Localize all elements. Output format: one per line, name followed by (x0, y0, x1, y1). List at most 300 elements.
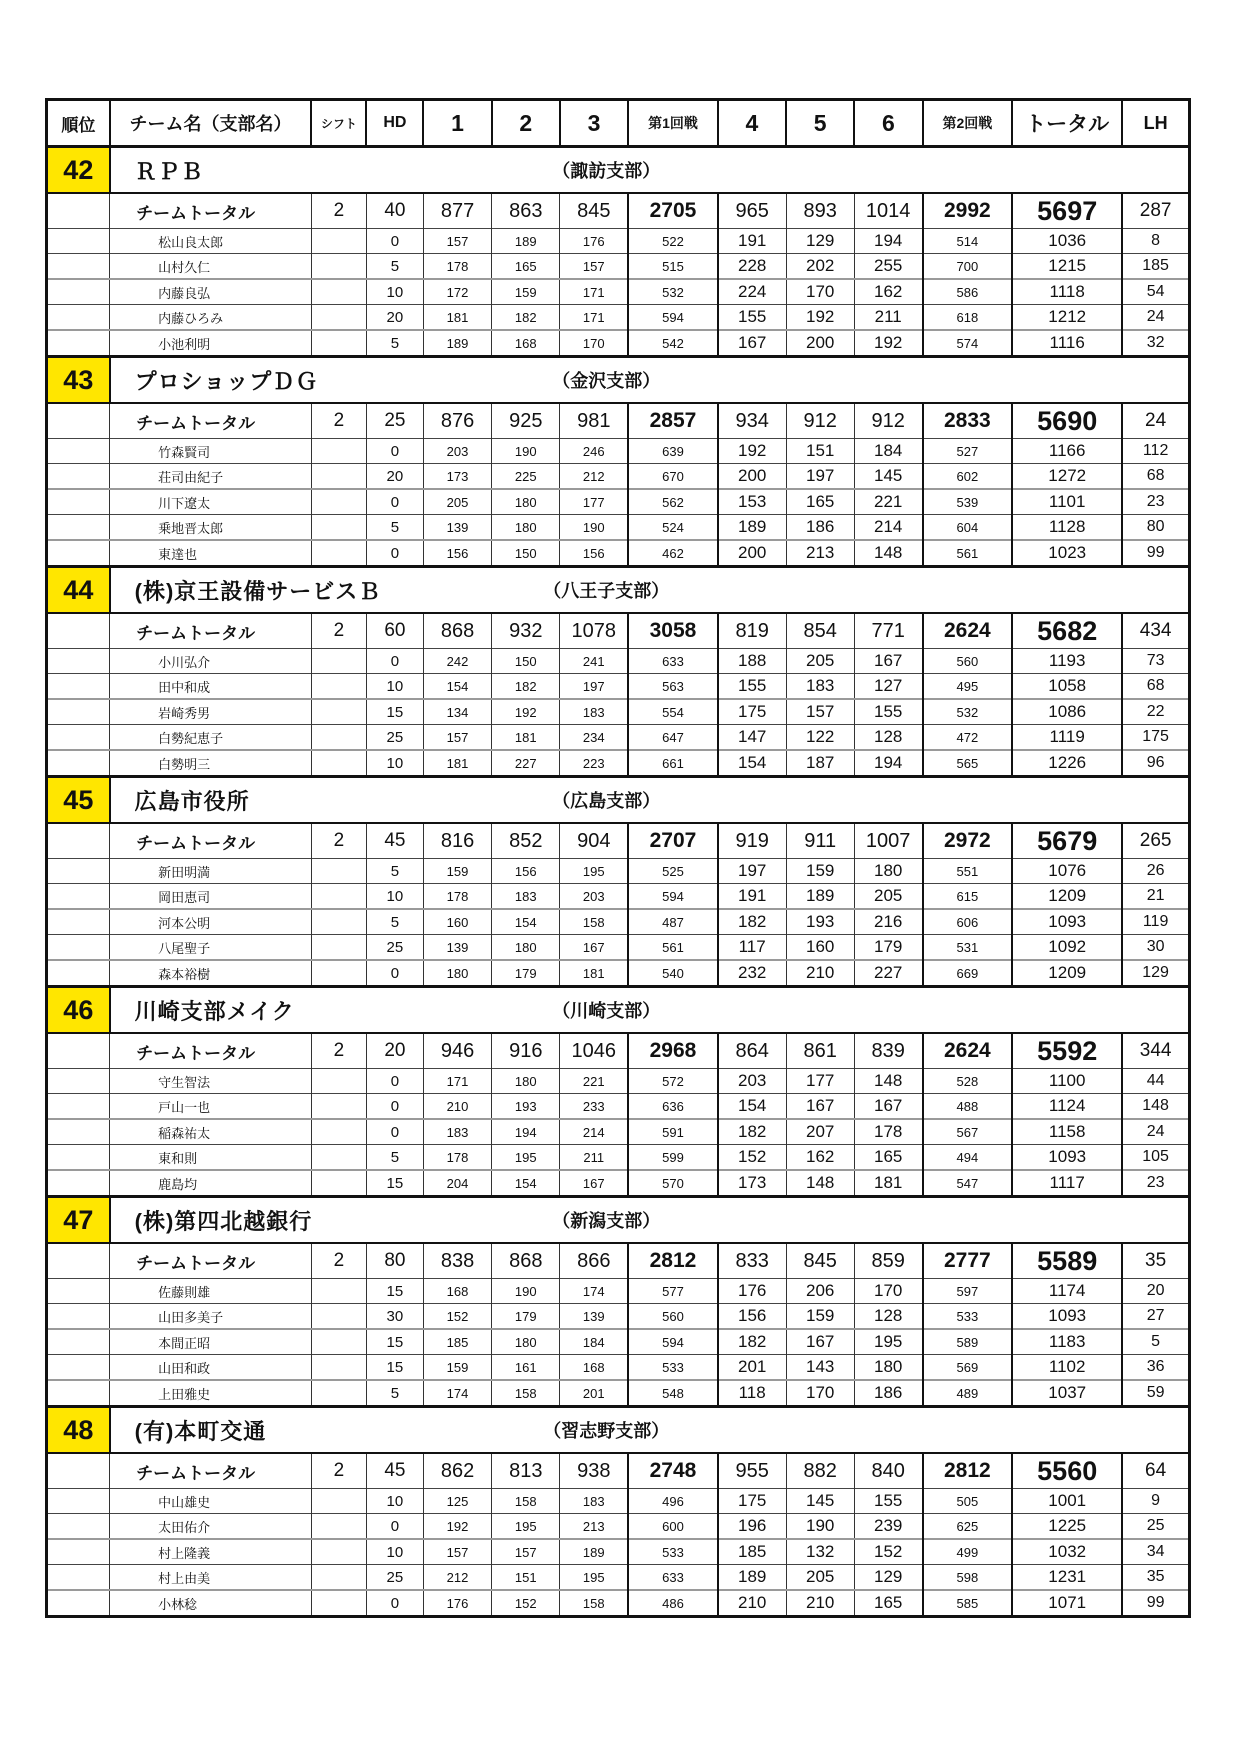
team-total-row (47, 1243, 1190, 1279)
player-row (47, 439, 1190, 464)
player-game2-cell: 190 (492, 439, 560, 464)
team-rank-badge: 42 (47, 147, 110, 194)
player-game1-cell: 157 (423, 725, 491, 751)
player-row (47, 1170, 1190, 1197)
player-game4-cell: 176 (718, 1279, 786, 1304)
team-round1-cell: 2968 (628, 1033, 718, 1069)
player-game6-cell: 184 (854, 439, 922, 464)
player-game1-cell: 173 (423, 464, 491, 490)
player-game5-cell: 132 (786, 1539, 854, 1565)
player-name: 太田佑介 (110, 1514, 312, 1540)
player-game2-cell: 195 (492, 1145, 560, 1171)
player-game4-cell: 155 (718, 305, 786, 331)
player-name: 山田多美子 (110, 1304, 312, 1330)
player-name: 森本裕樹 (110, 960, 312, 987)
player-name: 山田和政 (110, 1355, 312, 1381)
rank-cell-empty (47, 193, 110, 229)
team-game1-cell: 862 (423, 1453, 491, 1489)
player-round2-cell: 560 (923, 649, 1013, 674)
team-game1-cell: 838 (423, 1243, 491, 1279)
team-band (110, 987, 1190, 1034)
team-branch: （新潟支部） (552, 1211, 661, 1231)
team-total-row (47, 613, 1190, 649)
player-game3-cell: 201 (560, 1380, 628, 1407)
team-game2-cell: 868 (492, 1243, 560, 1279)
player-lh-cell: 23 (1122, 489, 1189, 515)
player-round1-cell: 487 (628, 909, 718, 935)
player-game3-cell: 139 (560, 1304, 628, 1330)
player-row (47, 909, 1190, 935)
player-game1-cell: 183 (423, 1119, 491, 1145)
player-game5-cell: 143 (786, 1355, 854, 1381)
team-total-row (47, 1033, 1190, 1069)
player-game1-cell: 134 (423, 699, 491, 725)
player-round1-cell: 496 (628, 1489, 718, 1514)
team-total-label: チームトータル (110, 1243, 312, 1279)
player-hd-cell: 5 (366, 515, 423, 541)
team-game2-cell: 916 (492, 1033, 560, 1069)
player-game5-cell: 162 (786, 1145, 854, 1171)
team-rank-badge: 45 (47, 777, 110, 824)
player-round2-cell: 618 (923, 305, 1013, 331)
team-game3-cell: 866 (560, 1243, 628, 1279)
player-hd-cell: 25 (366, 935, 423, 961)
player-row (47, 1489, 1190, 1514)
player-game3-cell: 195 (560, 859, 628, 884)
player-game6-cell: 179 (854, 935, 922, 961)
player-round2-cell: 606 (923, 909, 1013, 935)
player-shift-cell (311, 884, 366, 910)
player-row (47, 674, 1190, 700)
player-shift-cell (311, 1329, 366, 1355)
player-shift-cell (311, 725, 366, 751)
player-game4-cell: 192 (718, 439, 786, 464)
player-round2-cell: 528 (923, 1069, 1013, 1094)
player-round1-cell: 525 (628, 859, 718, 884)
team-round2-cell: 2812 (923, 1453, 1013, 1489)
player-hd-cell: 25 (366, 725, 423, 751)
player-game2-cell: 180 (492, 515, 560, 541)
player-game5-cell: 167 (786, 1329, 854, 1355)
team-band-row (47, 987, 1190, 1034)
player-game2-cell: 156 (492, 859, 560, 884)
player-shift-cell (311, 330, 366, 357)
player-row (47, 1355, 1190, 1381)
player-row (47, 489, 1190, 515)
player-round1-cell: 636 (628, 1094, 718, 1120)
rank-cell-empty (47, 613, 110, 649)
player-game5-cell: 157 (786, 699, 854, 725)
player-game3-cell: 171 (560, 279, 628, 305)
player-round2-cell: 602 (923, 464, 1013, 490)
team-round1-cell: 2857 (628, 403, 718, 439)
team-shift-cell: 2 (311, 1453, 366, 1489)
rank-cell-empty (47, 540, 110, 567)
player-lh-cell: 30 (1122, 935, 1189, 961)
team-round2-cell: 2777 (923, 1243, 1013, 1279)
team-total-label: チームトータル (110, 1453, 312, 1489)
team-game6-cell: 771 (854, 613, 922, 649)
player-round2-cell: 539 (923, 489, 1013, 515)
player-lh-cell: 99 (1122, 1590, 1189, 1617)
team-round2-cell: 2624 (923, 1033, 1013, 1069)
team-game6-cell: 1007 (854, 823, 922, 859)
team-game4-cell: 934 (718, 403, 786, 439)
player-game5-cell: 202 (786, 254, 854, 280)
player-game5-cell: 167 (786, 1094, 854, 1120)
player-round1-cell: 661 (628, 750, 718, 777)
rank-cell-empty (47, 725, 110, 751)
rank-cell-empty (47, 1170, 110, 1197)
team-total-row (47, 403, 1190, 439)
rank-cell-empty (47, 1145, 110, 1171)
team-round1-cell: 2812 (628, 1243, 718, 1279)
player-game5-cell: 183 (786, 674, 854, 700)
col-header-game2: 2 (492, 100, 560, 147)
team-game4-cell: 864 (718, 1033, 786, 1069)
team-shift-cell: 2 (311, 823, 366, 859)
player-row (47, 935, 1190, 961)
player-hd-cell: 0 (366, 649, 423, 674)
player-total-cell: 1158 (1012, 1119, 1122, 1145)
player-game6-cell: 194 (854, 750, 922, 777)
player-game6-cell: 205 (854, 884, 922, 910)
player-round2-cell: 531 (923, 935, 1013, 961)
player-lh-cell: 68 (1122, 674, 1189, 700)
player-shift-cell (311, 1094, 366, 1120)
player-name: 内藤ひろみ (110, 305, 312, 331)
team-total-row (47, 823, 1190, 859)
player-round2-cell: 625 (923, 1514, 1013, 1540)
team-round1-cell: 2705 (628, 193, 718, 229)
player-lh-cell: 32 (1122, 330, 1189, 357)
player-hd-cell: 25 (366, 1565, 423, 1591)
player-game1-cell: 174 (423, 1380, 491, 1407)
team-hd-cell: 80 (366, 1243, 423, 1279)
player-game1-cell: 152 (423, 1304, 491, 1330)
player-game2-cell: 154 (492, 1170, 560, 1197)
player-name: 竹森賢司 (110, 439, 312, 464)
player-game6-cell: 152 (854, 1539, 922, 1565)
team-rank-badge: 43 (47, 357, 110, 404)
player-name: 佐藤則雄 (110, 1279, 312, 1304)
player-shift-cell (311, 305, 366, 331)
player-total-cell: 1093 (1012, 1145, 1122, 1171)
team-round1-cell: 3058 (628, 613, 718, 649)
rank-cell-empty (47, 1304, 110, 1330)
player-game6-cell: 167 (854, 1094, 922, 1120)
player-name: 田中和成 (110, 674, 312, 700)
player-game5-cell: 159 (786, 859, 854, 884)
player-game1-cell: 157 (423, 1539, 491, 1565)
player-row (47, 254, 1190, 280)
player-hd-cell: 0 (366, 489, 423, 515)
team-total-label: チームトータル (110, 823, 312, 859)
player-game4-cell: 200 (718, 540, 786, 567)
team-branch: （八王子支部） (543, 581, 670, 601)
team-round1-cell: 2707 (628, 823, 718, 859)
team-game1-cell: 946 (423, 1033, 491, 1069)
player-game3-cell: 241 (560, 649, 628, 674)
player-round1-cell: 532 (628, 279, 718, 305)
player-game3-cell: 183 (560, 1489, 628, 1514)
player-round1-cell: 639 (628, 439, 718, 464)
player-hd-cell: 0 (366, 960, 423, 987)
player-total-cell: 1100 (1012, 1069, 1122, 1094)
player-game3-cell: 174 (560, 1279, 628, 1304)
player-round2-cell: 565 (923, 750, 1013, 777)
player-game1-cell: 242 (423, 649, 491, 674)
player-game1-cell: 171 (423, 1069, 491, 1094)
player-game5-cell: 207 (786, 1119, 854, 1145)
player-game2-cell: 183 (492, 884, 560, 910)
player-total-cell: 1071 (1012, 1590, 1122, 1617)
player-hd-cell: 5 (366, 909, 423, 935)
player-game2-cell: 194 (492, 1119, 560, 1145)
player-total-cell: 1212 (1012, 305, 1122, 331)
player-round2-cell: 488 (923, 1094, 1013, 1120)
player-game6-cell: 167 (854, 649, 922, 674)
player-hd-cell: 15 (366, 1355, 423, 1381)
player-game4-cell: 156 (718, 1304, 786, 1330)
player-row (47, 464, 1190, 490)
player-game4-cell: 154 (718, 750, 786, 777)
player-shift-cell (311, 229, 366, 254)
player-game1-cell: 210 (423, 1094, 491, 1120)
team-name: (株)第四北越銀行 (134, 1208, 313, 1234)
rank-cell-empty (47, 489, 110, 515)
player-lh-cell: 73 (1122, 649, 1189, 674)
player-game1-cell: 176 (423, 1590, 491, 1617)
player-lh-cell: 24 (1122, 1119, 1189, 1145)
team-total-row (47, 193, 1190, 229)
player-total-cell: 1037 (1012, 1380, 1122, 1407)
player-lh-cell: 22 (1122, 699, 1189, 725)
team-game4-cell: 819 (718, 613, 786, 649)
team-shift-cell: 2 (311, 403, 366, 439)
rank-cell-empty (47, 674, 110, 700)
player-game5-cell: 160 (786, 935, 854, 961)
player-hd-cell: 0 (366, 1119, 423, 1145)
player-round2-cell: 597 (923, 1279, 1013, 1304)
player-game1-cell: 180 (423, 960, 491, 987)
player-total-cell: 1116 (1012, 330, 1122, 357)
player-game5-cell: 129 (786, 229, 854, 254)
rank-cell-empty (47, 1539, 110, 1565)
team-branch: （川崎支部） (552, 1001, 661, 1021)
player-name: 本間正昭 (110, 1329, 312, 1355)
player-total-cell: 1209 (1012, 960, 1122, 987)
team-game3-cell: 1078 (560, 613, 628, 649)
player-lh-cell: 119 (1122, 909, 1189, 935)
player-round1-cell: 540 (628, 960, 718, 987)
player-game3-cell: 177 (560, 489, 628, 515)
player-shift-cell (311, 1590, 366, 1617)
player-row (47, 1329, 1190, 1355)
rank-cell-empty (47, 1453, 110, 1489)
player-total-cell: 1076 (1012, 859, 1122, 884)
player-lh-cell: 148 (1122, 1094, 1189, 1120)
player-game4-cell: 224 (718, 279, 786, 305)
player-game2-cell: 158 (492, 1380, 560, 1407)
player-row (47, 1119, 1190, 1145)
player-lh-cell: 105 (1122, 1145, 1189, 1171)
team-hd-cell: 20 (366, 1033, 423, 1069)
team-hd-cell: 25 (366, 403, 423, 439)
team-band (110, 1197, 1190, 1244)
player-game4-cell: 154 (718, 1094, 786, 1120)
player-name: 白勢明三 (110, 750, 312, 777)
player-total-cell: 1101 (1012, 489, 1122, 515)
player-round1-cell: 486 (628, 1590, 718, 1617)
player-game2-cell: 179 (492, 960, 560, 987)
player-game4-cell: 201 (718, 1355, 786, 1381)
player-game6-cell: 211 (854, 305, 922, 331)
team-game6-cell: 912 (854, 403, 922, 439)
player-game1-cell: 157 (423, 229, 491, 254)
player-game2-cell: 152 (492, 1590, 560, 1617)
player-hd-cell: 0 (366, 439, 423, 464)
player-game2-cell: 182 (492, 305, 560, 331)
player-name: 内藤良弘 (110, 279, 312, 305)
player-game3-cell: 176 (560, 229, 628, 254)
player-shift-cell (311, 1539, 366, 1565)
player-round2-cell: 669 (923, 960, 1013, 987)
player-name: 東達也 (110, 540, 312, 567)
player-game5-cell: 213 (786, 540, 854, 567)
player-game4-cell: 118 (718, 1380, 786, 1407)
team-lh-cell: 265 (1122, 823, 1189, 859)
team-branch: （習志野支部） (543, 1421, 670, 1441)
player-row (47, 305, 1190, 331)
player-game5-cell: 205 (786, 649, 854, 674)
player-row (47, 1514, 1190, 1540)
player-row (47, 229, 1190, 254)
player-name: 岡田恵司 (110, 884, 312, 910)
player-game3-cell: 197 (560, 674, 628, 700)
player-game1-cell: 203 (423, 439, 491, 464)
player-game6-cell: 128 (854, 1304, 922, 1330)
team-round2-cell: 2624 (923, 613, 1013, 649)
player-round2-cell: 586 (923, 279, 1013, 305)
player-game3-cell: 234 (560, 725, 628, 751)
player-game3-cell: 189 (560, 1539, 628, 1565)
team-name: プロショップＤＧ (134, 368, 319, 394)
player-game4-cell: 232 (718, 960, 786, 987)
player-game1-cell: 189 (423, 330, 491, 357)
player-lh-cell: 25 (1122, 1514, 1189, 1540)
player-game4-cell: 210 (718, 1590, 786, 1617)
player-name: 河本公明 (110, 909, 312, 935)
col-header-total: トータル (1012, 100, 1122, 147)
player-game6-cell: 227 (854, 960, 922, 987)
player-game2-cell: 190 (492, 1279, 560, 1304)
player-game2-cell: 165 (492, 254, 560, 280)
team-game1-cell: 868 (423, 613, 491, 649)
player-game3-cell: 158 (560, 909, 628, 935)
rank-cell-empty (47, 439, 110, 464)
player-game3-cell: 212 (560, 464, 628, 490)
player-hd-cell: 0 (366, 1094, 423, 1120)
player-name: 東和則 (110, 1145, 312, 1171)
team-game5-cell: 893 (786, 193, 854, 229)
rank-cell-empty (47, 1355, 110, 1381)
player-name: 新田明満 (110, 859, 312, 884)
player-lh-cell: 54 (1122, 279, 1189, 305)
player-total-cell: 1036 (1012, 229, 1122, 254)
player-name: 中山雄史 (110, 1489, 312, 1514)
player-name: 荘司由紀子 (110, 464, 312, 490)
player-lh-cell: 112 (1122, 439, 1189, 464)
player-total-cell: 1166 (1012, 439, 1122, 464)
player-game4-cell: 191 (718, 884, 786, 910)
player-game5-cell: 159 (786, 1304, 854, 1330)
team-band-row (47, 357, 1190, 404)
player-game4-cell: 175 (718, 1489, 786, 1514)
rank-cell-empty (47, 1119, 110, 1145)
team-game6-cell: 1014 (854, 193, 922, 229)
player-lh-cell: 36 (1122, 1355, 1189, 1381)
player-total-cell: 1174 (1012, 1279, 1122, 1304)
player-round2-cell: 551 (923, 859, 1013, 884)
player-game4-cell: 117 (718, 935, 786, 961)
player-shift-cell (311, 649, 366, 674)
player-game2-cell: 179 (492, 1304, 560, 1330)
player-game3-cell: 213 (560, 1514, 628, 1540)
player-game6-cell: 165 (854, 1590, 922, 1617)
player-game4-cell: 182 (718, 1329, 786, 1355)
player-lh-cell: 8 (1122, 229, 1189, 254)
player-game5-cell: 151 (786, 439, 854, 464)
player-game4-cell: 182 (718, 909, 786, 935)
player-round2-cell: 598 (923, 1565, 1013, 1591)
player-game5-cell: 165 (786, 489, 854, 515)
player-round1-cell: 633 (628, 1565, 718, 1591)
player-game4-cell: 182 (718, 1119, 786, 1145)
team-game5-cell: 854 (786, 613, 854, 649)
player-game6-cell: 239 (854, 1514, 922, 1540)
player-game3-cell: 221 (560, 1069, 628, 1094)
player-game6-cell: 194 (854, 229, 922, 254)
team-game4-cell: 955 (718, 1453, 786, 1489)
player-game1-cell: 178 (423, 884, 491, 910)
player-game3-cell: 233 (560, 1094, 628, 1120)
player-round2-cell: 585 (923, 1590, 1013, 1617)
player-round1-cell: 560 (628, 1304, 718, 1330)
player-game1-cell: 125 (423, 1489, 491, 1514)
player-game5-cell: 206 (786, 1279, 854, 1304)
player-game5-cell: 190 (786, 1514, 854, 1540)
player-round1-cell: 594 (628, 1329, 718, 1355)
player-round1-cell: 647 (628, 725, 718, 751)
team-game4-cell: 833 (718, 1243, 786, 1279)
team-game5-cell: 861 (786, 1033, 854, 1069)
player-lh-cell: 21 (1122, 884, 1189, 910)
rank-cell-empty (47, 1514, 110, 1540)
col-header-shift: シフト (311, 100, 366, 147)
team-total-label: チームトータル (110, 403, 312, 439)
player-round2-cell: 567 (923, 1119, 1013, 1145)
player-game1-cell: 205 (423, 489, 491, 515)
team-total-row (47, 1453, 1190, 1489)
team-game4-cell: 965 (718, 193, 786, 229)
player-row (47, 1069, 1190, 1094)
player-row (47, 750, 1190, 777)
team-game5-cell: 911 (786, 823, 854, 859)
rank-cell-empty (47, 464, 110, 490)
player-row (47, 1380, 1190, 1407)
player-lh-cell: 96 (1122, 750, 1189, 777)
